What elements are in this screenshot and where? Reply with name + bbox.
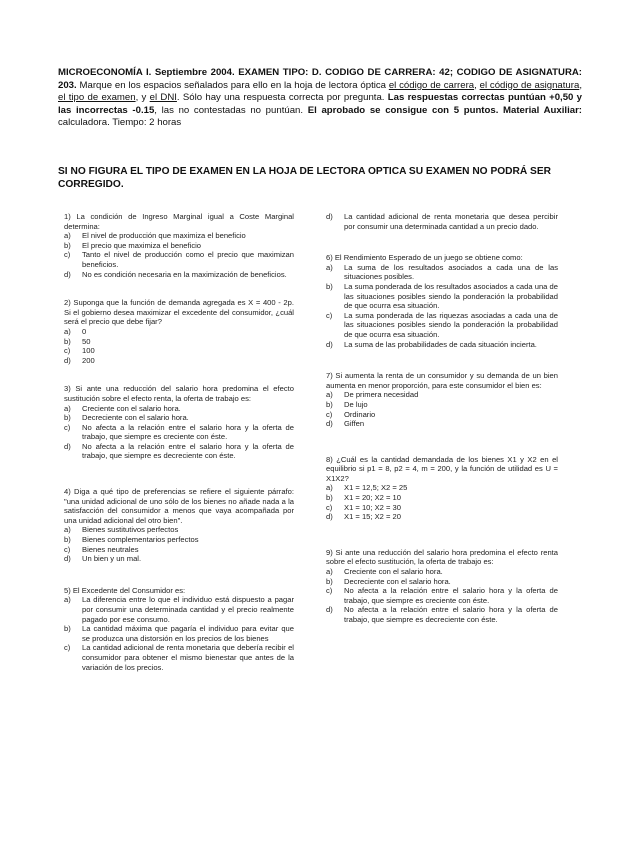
exam-title: MICROECONOMÍA I. Septiembre 2004. EXAMEN TIPO: D. CODIGO DE CARRERA: 42; CODIGO DE ASIGNATURA: 203. — [58, 67, 582, 91]
right-column — [326, 212, 558, 625]
question-5-continued — [326, 212, 558, 231]
option-b: b) Decreciente con el salario hora. — [326, 576, 451, 586]
option-b: b) La suma ponderada de los resultados asociados a cada una de las situaciones posibles siendo la ponderación la probabilidad de que ocurra esa situación. — [326, 281, 558, 311]
question-3 — [64, 384, 294, 461]
question-stem: 7) Si aumenta la renta de un consumidor y su demanda de un bien aumenta en menor proporción, para este consumidor el bien es: — [326, 371, 558, 390]
question-stem: 5) El Excedente del Consumidor es: — [64, 585, 186, 595]
option-c: c) Bienes neutrales — [64, 544, 139, 554]
option-a: a) Creciente con el salario hora. — [326, 567, 443, 577]
question-7 — [326, 371, 558, 429]
exam-warning: SI NO FIGURA EL TIPO DE EXAMEN EN LA HOJA DE LECTORA OPTICA SU EXAMEN NO PODRÁ SER CORREGIDO. — [58, 166, 552, 191]
question-stem: 4) Diga a qué tipo de preferencias se refiere el siguiente párrafo: "una unidad adicional de uno sólo de los bienes no añade nada a la satisfacción del consumidor a menos que vaya acompañada por una unidad adicional del otro bien". — [64, 487, 294, 525]
option-a: a) X1 = 12,5; X2 = 25 — [326, 483, 408, 493]
question-9 — [326, 548, 558, 625]
option-c: c) La suma ponderada de las riquezas asociadas a cada una de las situaciones posibles siendo la ponderación la probabilidad de que ocurra esa situación. — [326, 310, 558, 339]
option-b: b) La cantidad máxima que pagaría el individuo para evitar que se produzca una distorsión en los precios de los bienes — [64, 624, 294, 643]
option-c: c) No afecta a la relación entre el salario hora y la oferta de trabajo, que siempre es creciente con éste. — [326, 586, 558, 605]
option-a: a) La suma de los resultados asociados a cada una de las situaciones posibles. — [326, 262, 558, 282]
option-c: c) La cantidad adicional de renta monetaria que debería recibir el consumidor para obtener el mismo bienestar que antes de la variación de los precios. — [64, 643, 294, 672]
option-d: d) La cantidad adicional de renta monetaria que desea percibir por consumir una determinada cantidad a un precio dado. — [326, 212, 558, 231]
option-a: a) 0 — [64, 326, 87, 336]
question-8 — [326, 455, 558, 522]
option-a: a) El nivel de producción que maximiza el beneficio — [64, 231, 246, 241]
option-b: b) 50 — [64, 336, 91, 346]
option-d: d) 200 — [64, 355, 95, 365]
option-a: a) Creciente con el salario hora. — [64, 403, 181, 413]
option-d: d) Giffen — [326, 419, 365, 429]
option-a: a) De primera necesidad — [326, 390, 419, 400]
question-stem: 1) La condición de Ingreso Marginal igual a Coste Marginal determina: — [64, 212, 294, 231]
option-d: d) Un bien y un mal. — [64, 554, 142, 564]
question-6 — [326, 253, 558, 349]
option-b: b) X1 = 20; X2 = 10 — [326, 493, 401, 503]
option-b: b) Decreciente con el salario hora. — [64, 413, 189, 423]
option-d: d) X1 = 15; X2 = 20 — [326, 512, 401, 522]
exam-header: MICROECONOMÍA I. Septiembre 2004. EXAMEN TIPO: D. CODIGO DE CARRERA: 42; CODIGO DE ASIGNATURA: 203. Marque en los espacios señalados para ello en la hoja de lectora óptica el código de carrera, el código de asignatura, el tipo de examen, y el DNI. Sólo hay una respuesta correcta por pregunta. Las respuestas correctas puntúan +0,50 y las incorrectas -0.15, las no contestadas no puntúan. El aprobado se consigue con 5 puntos. Material Auxiliar: calculadora. Tiempo: 2 horas — [58, 67, 583, 129]
left-column — [64, 212, 294, 672]
exam-type-link: el tipo de examen — [58, 92, 136, 104]
career-code-link: el código de carrera — [388, 79, 475, 91]
option-b: b) El precio que maximiza el beneficio — [64, 240, 202, 250]
option-c: c) Ordinario — [326, 409, 376, 419]
question-1 — [64, 212, 294, 279]
dni-link: el DNI — [149, 92, 177, 104]
option-a: a) Bienes sustitutivos perfectos — [64, 525, 179, 535]
option-d: d) La suma de las probabilidades de cada situación incierta. — [326, 339, 537, 349]
question-stem: 8) ¿Cuál es la cantidad demandada de los bienes X1 y X2 en el equilibrio si p1 = 8, p2 = 4, m = 200, y la función de utilidad es U = X1X2? — [326, 454, 558, 483]
option-d: d) No es condición necesaria en la maximización de beneficios. — [64, 269, 287, 279]
subject-code-link: el código de asignatura — [479, 79, 580, 91]
question-2 — [64, 298, 294, 365]
question-stem: 3) Si ante una reducción del salario hora predomina el efecto sustitución sobre el efecto renta, la oferta de trabajo es: — [64, 384, 294, 403]
question-stem: 6) El Rendimiento Esperado de un juego se obtiene como: — [326, 253, 523, 263]
option-b: b) Bienes complementarios perfectos — [64, 535, 199, 545]
question-stem: 2) Suponga que la función de demanda agregada es X = 400 - 2p. Si el gobierno desea maximizar el excedente del consumidor, ¿cuál será el precio que debe fijar? — [64, 298, 294, 327]
option-d: d) No afecta a la relación entre el salario hora y la oferta de trabajo, que siempre es decreciente con éste. — [64, 441, 294, 461]
option-d: d) No afecta a la relación entre el salario hora y la oferta de trabajo, que siempre es decreciente con éste. — [326, 605, 558, 624]
option-a: a) La diferencia entre lo que el individuo está dispuesto a pagar por consumir una determinada cantidad y el precio realmente pagado por ese consumo. — [64, 595, 294, 624]
question-4 — [64, 487, 294, 564]
scoring-rules: Las respuestas correctas puntúan +0,50 y las incorrectas -0.15 — [58, 92, 583, 116]
question-5 — [64, 586, 294, 672]
pass-rule: El aprobado se consigue con 5 puntos. Material Auxiliar: — [307, 104, 582, 116]
option-b: b) De lujo — [326, 399, 368, 409]
option-c: c) Tanto el nivel de producción como el precio que maximizan beneficios. — [64, 250, 294, 269]
question-stem: 9) Si ante una reducción del salario hora predomina el efecto renta sobre el efecto sustitución, la oferta de trabajo es: — [326, 547, 558, 567]
option-c: c) X1 = 10; X2 = 30 — [326, 502, 401, 512]
option-c: c) No afecta a la relación entre el salario hora y la oferta de trabajo, que siempre es creciente con éste. — [64, 422, 294, 442]
option-c: c) 100 — [64, 346, 95, 356]
